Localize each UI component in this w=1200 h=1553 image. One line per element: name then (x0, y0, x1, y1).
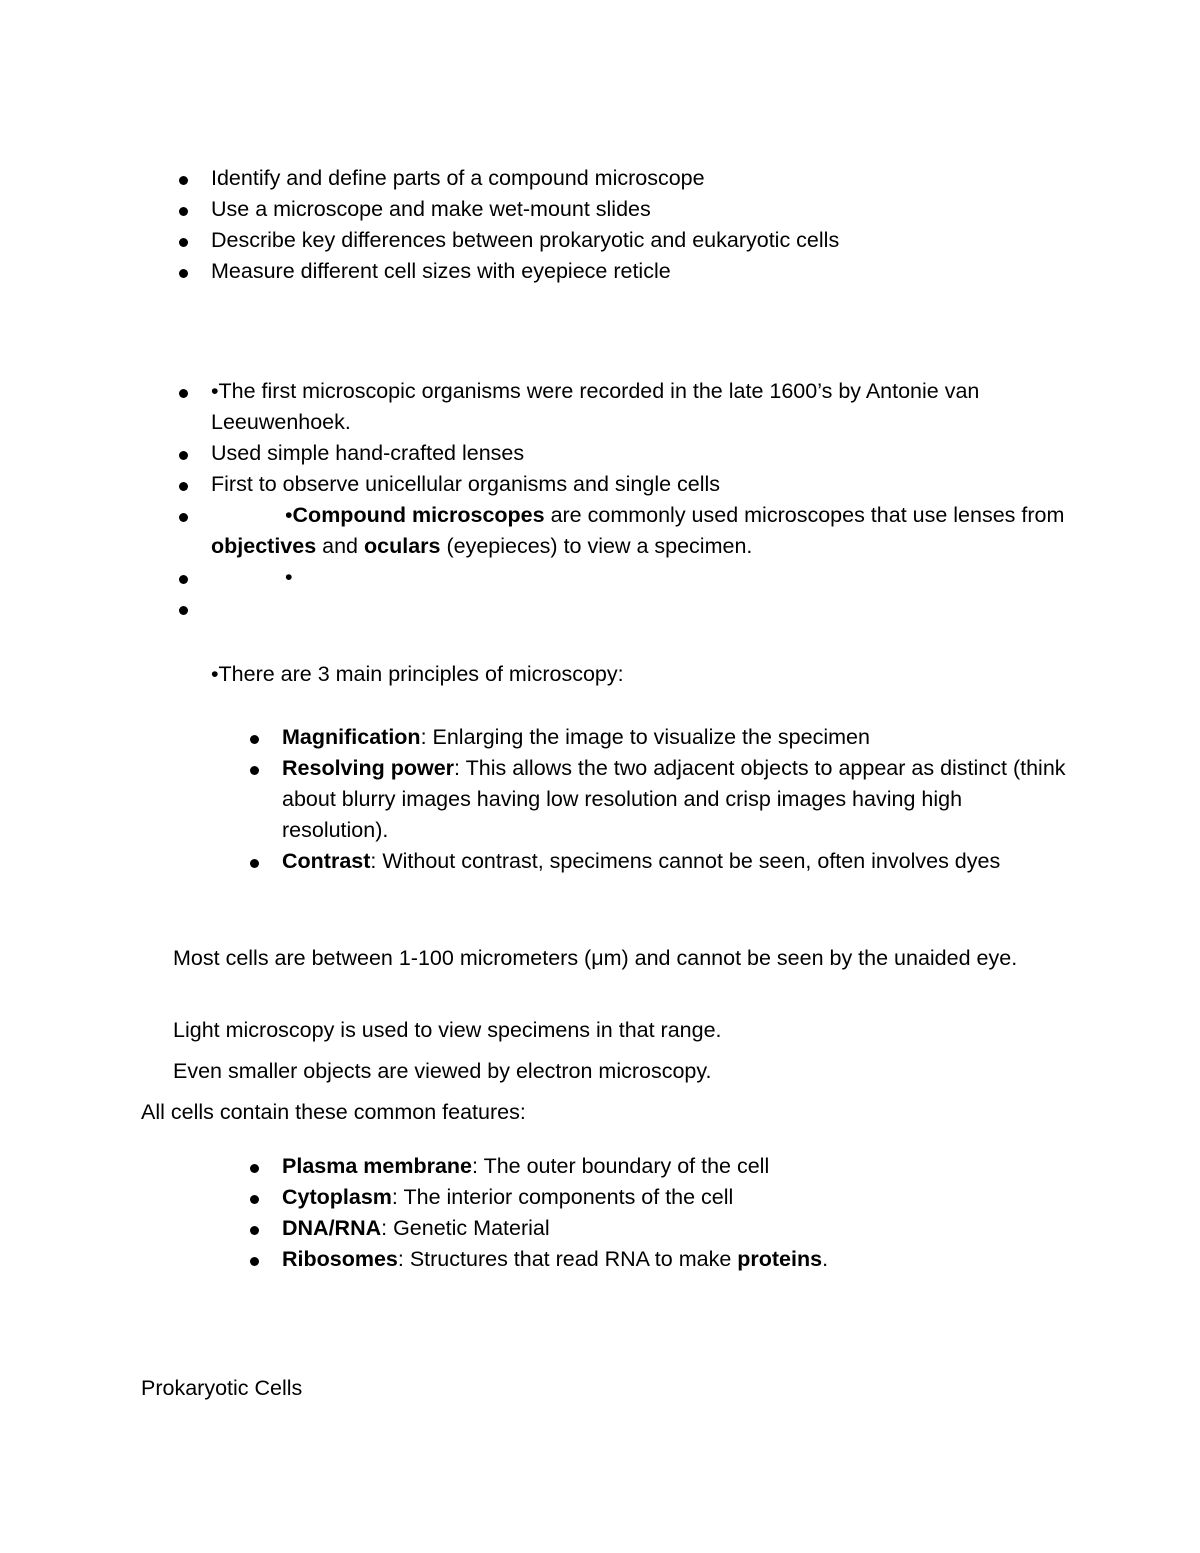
term-magnification: Magnification (282, 725, 421, 749)
term-resolving-power: Resolving power (282, 756, 455, 780)
term-objectives: objectives (211, 534, 317, 558)
term-proteins: proteins (737, 1247, 823, 1271)
list-item (211, 562, 1071, 593)
bullet-prefix: • (285, 565, 293, 589)
list-item-compound-microscopes (211, 500, 1071, 562)
list-text: and (316, 534, 364, 558)
list-item: •The first microscopic organisms were recorded in the late 1600’s by Antonie van Leeuwenhoek. (211, 376, 1071, 438)
list-text: : Structures that read RNA to make (397, 1247, 738, 1271)
list-item: Used simple hand-crafted lenses (211, 438, 1071, 469)
paragraph-cell-size: Most cells are between 1-100 micrometers (μm) and cannot be seen by the unaided eye. (173, 946, 1018, 970)
features-intro: All cells contain these common features: (141, 1100, 526, 1124)
list-item: Identify and define parts of a compound microscope (211, 163, 1071, 194)
list-text: : Genetic Material (381, 1216, 550, 1240)
bullet-prefix: • (285, 503, 293, 527)
list-item: First to observe unicellular organisms and single cells (211, 469, 1071, 500)
history-list (211, 376, 1071, 624)
list-text: : This allows the two adjacent objects to appear as distinct (think about blurry images having low resolution and crisp images having high resolution). (282, 756, 1066, 842)
list-item (282, 846, 1072, 877)
term-plasma-membrane: Plasma membrane (282, 1154, 473, 1178)
paragraph-light-microscopy: Light microscopy is used to view specimens in that range. (173, 1018, 722, 1042)
features-list (282, 1151, 1072, 1275)
list-text: . (822, 1247, 829, 1271)
objectives-list (211, 163, 1071, 287)
paragraph-electron-microscopy: Even smaller objects are viewed by electron microscopy. (173, 1059, 712, 1083)
principles-intro: •There are 3 main principles of microscopy: (211, 662, 624, 686)
list-item (282, 722, 1072, 753)
list-text: : The interior components of the cell (391, 1185, 734, 1209)
term-ribosomes: Ribosomes (282, 1247, 398, 1271)
list-item (282, 1151, 1072, 1182)
list-item: Use a microscope and make wet-mount slides (211, 194, 1071, 225)
list-text: : Without contrast, specimens cannot be seen, often involves dyes (370, 849, 1001, 873)
list-item (282, 1182, 1072, 1213)
list-item (282, 1244, 1072, 1275)
section-heading: Prokaryotic Cells (141, 1376, 303, 1400)
list-item-empty (211, 593, 1071, 624)
list-text: are commonly used microscopes that use lenses from (544, 503, 1065, 527)
list-item: Measure different cell sizes with eyepiece reticle (211, 256, 1071, 287)
list-text: : Enlarging the image to visualize the specimen (420, 725, 870, 749)
list-item (282, 753, 1072, 846)
term-contrast: Contrast (282, 849, 371, 873)
term-dna-rna: DNA/RNA (282, 1216, 382, 1240)
principles-list (282, 722, 1072, 877)
list-item: Describe key differences between prokaryotic and eukaryotic cells (211, 225, 1071, 256)
list-text: (eyepieces) to view a specimen. (440, 534, 753, 558)
list-item (282, 1213, 1072, 1244)
term-oculars: oculars (364, 534, 441, 558)
term-compound-microscopes: Compound microscopes (292, 503, 545, 527)
list-text: : The outer boundary of the cell (472, 1154, 770, 1178)
term-cytoplasm: Cytoplasm (282, 1185, 392, 1209)
